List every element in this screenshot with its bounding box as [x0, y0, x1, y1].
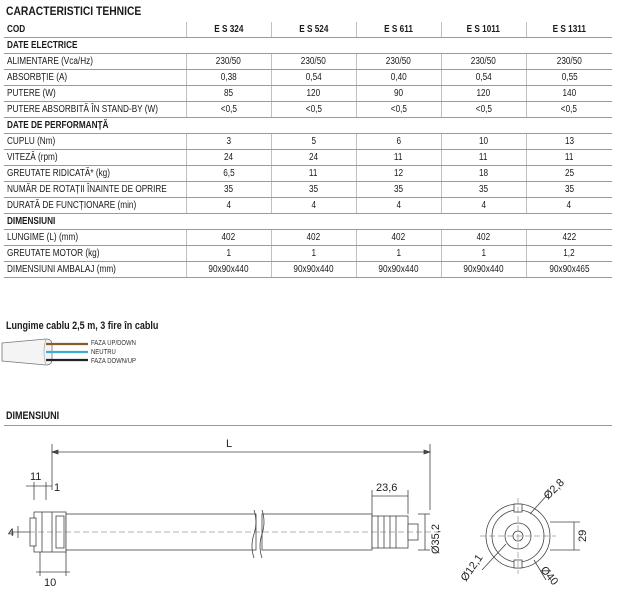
dimensions-divider: [4, 425, 612, 426]
dimensions-title: DIMENSIUNI: [6, 410, 60, 422]
row-value: <0,5: [561, 104, 578, 115]
row-value: 35: [308, 184, 319, 195]
row-label-cell: [4, 262, 186, 278]
section-title-label: DIMENSIUNI: [7, 216, 56, 227]
table-row: [4, 198, 612, 214]
row-value: 4: [481, 200, 486, 211]
row-value: 1: [396, 248, 401, 259]
dim-length-label: L: [226, 438, 233, 450]
row-value: 11: [394, 152, 403, 163]
page-title: CARACTERISTICI TEHNICE: [6, 4, 142, 18]
row-value-cell: [526, 198, 612, 214]
section-header-row: [4, 38, 612, 54]
row-label-cell: [4, 150, 186, 166]
row-value: 35: [564, 184, 574, 195]
section-title-label: DATE ELECTRICE: [7, 40, 78, 51]
header-cod: [4, 22, 186, 38]
row-value: 402: [391, 232, 406, 243]
row-value: 230/50: [556, 56, 582, 67]
row-value: 230/50: [215, 56, 242, 67]
row-label-cell: [4, 246, 186, 262]
row-value-cell: [526, 262, 612, 278]
row-value-cell: [186, 182, 271, 198]
row-value-cell: [186, 262, 271, 278]
row-value-cell: [526, 150, 612, 166]
row-value-cell: [186, 102, 271, 118]
row-value-cell: [526, 246, 612, 262]
row-value: 11: [479, 152, 488, 163]
row-value: 4: [226, 200, 231, 211]
row-value-cell: [186, 166, 271, 182]
row-label: DURATĂ DE FUNCȚIONARE (min): [7, 200, 137, 211]
header-code-label: E S 611: [384, 24, 413, 35]
row-value: 5: [311, 136, 316, 147]
row-value: 0,40: [390, 72, 407, 83]
row-value-cell: [271, 166, 356, 182]
row-value: 90x90x440: [293, 264, 334, 275]
row-value-cell: [441, 134, 526, 150]
row-value-cell: [356, 86, 441, 102]
row-value-cell: [356, 54, 441, 70]
row-value-cell: [526, 86, 612, 102]
row-value: 10: [478, 136, 489, 147]
row-value: 402: [306, 232, 321, 243]
dim-left-small-label: 1: [54, 482, 61, 494]
row-value-cell: [441, 198, 526, 214]
row-value-cell: [441, 70, 526, 86]
table-header-row: [4, 22, 612, 38]
dim-end-height-label: 29: [577, 529, 589, 542]
row-value: 13: [564, 136, 574, 147]
row-value: 1: [481, 248, 486, 259]
section-title: [4, 38, 612, 54]
row-value: 90x90x465: [549, 264, 590, 275]
row-value-cell: [271, 102, 356, 118]
row-value-cell: [356, 70, 441, 86]
row-value: 6,5: [222, 168, 235, 179]
row-value: 35: [478, 184, 489, 195]
row-value-cell: [186, 246, 271, 262]
row-value-cell: [441, 262, 526, 278]
header-code-3: [441, 22, 526, 38]
row-value: 0,54: [305, 72, 322, 83]
header-code-label: E S 324: [213, 24, 244, 35]
row-value: 230/50: [385, 56, 412, 67]
row-value: 4: [396, 200, 401, 211]
row-value: 230/50: [300, 56, 327, 67]
row-value-cell: [526, 54, 612, 70]
row-label: CUPLU (Nm): [7, 136, 56, 147]
table-row: [4, 182, 612, 198]
header-code-2: [356, 22, 441, 38]
table-row: [4, 86, 612, 102]
row-value-cell: [186, 150, 271, 166]
row-value: 85: [223, 88, 234, 99]
row-value-cell: [356, 166, 441, 182]
table-row: [4, 246, 612, 262]
section-header-row: [4, 214, 612, 230]
row-label-cell: [4, 102, 186, 118]
header-code-label: E S 1311: [552, 24, 586, 35]
table-row: [4, 150, 612, 166]
wire-label-down-up: FAZA DOWN/UP: [91, 358, 136, 365]
row-value: 422: [562, 232, 577, 243]
motor-drawing: [0, 430, 618, 605]
row-value-cell: [271, 198, 356, 214]
row-value: 18: [478, 168, 489, 179]
dim-left-top-label: 11: [30, 471, 42, 483]
row-value-cell: [271, 246, 356, 262]
row-label-cell: [4, 86, 186, 102]
row-value: 35: [393, 184, 404, 195]
dim-left-bottom-label: 10: [44, 577, 57, 589]
row-value: <0,5: [390, 104, 407, 115]
row-value: 120: [476, 88, 491, 99]
row-value-cell: [271, 134, 356, 150]
row-value: 6: [396, 136, 401, 147]
row-value-cell: [356, 230, 441, 246]
row-label: DIMENSIUNI AMBALAJ (mm): [7, 264, 116, 275]
row-value-cell: [526, 70, 612, 86]
row-value-cell: [186, 86, 271, 102]
row-value: 4: [566, 200, 572, 211]
row-label: PUTERE (W): [7, 88, 56, 99]
row-value-cell: [526, 230, 612, 246]
row-value-cell: [526, 134, 612, 150]
table-row: [4, 102, 612, 118]
dim-end-diameter-label: Ø40: [537, 564, 561, 588]
row-value-cell: [356, 134, 441, 150]
row-value-cell: [526, 166, 612, 182]
row-value: 90x90x440: [208, 264, 249, 275]
row-value-cell: [186, 134, 271, 150]
row-value: 120: [306, 88, 321, 99]
row-label: GREUTATE RIDICATĂ* (kg): [7, 168, 110, 179]
row-value-cell: [271, 182, 356, 198]
row-value: 25: [564, 168, 574, 179]
row-value: 1: [226, 248, 231, 259]
row-value: 90x90x440: [463, 264, 504, 275]
row-value: 12: [393, 168, 404, 179]
header-code-0: [186, 22, 271, 38]
dim-end-shaft-label: Ø12,1: [458, 552, 486, 584]
row-value-cell: [186, 230, 271, 246]
row-label: GREUTATE MOTOR (kg): [7, 248, 100, 259]
table-row: [4, 70, 612, 86]
table-row: [4, 166, 612, 182]
row-value-cell: [186, 54, 271, 70]
row-value: 4: [311, 200, 316, 211]
row-value-cell: [271, 230, 356, 246]
row-value-cell: [441, 86, 526, 102]
row-value: 402: [476, 232, 491, 243]
row-value: 3: [226, 136, 231, 147]
row-label-cell: [4, 182, 186, 198]
row-value-cell: [441, 150, 526, 166]
table-row: [4, 262, 612, 278]
row-value: 1: [311, 248, 316, 259]
row-value: 0,55: [561, 72, 578, 83]
section-title-label: DATE DE PERFORMANȚĂ: [7, 120, 109, 131]
header-code-4: [526, 22, 612, 38]
row-value: 90: [393, 88, 404, 99]
row-value-cell: [186, 198, 271, 214]
row-value-cell: [441, 246, 526, 262]
row-value: 11: [309, 168, 318, 179]
cable-illustration: [0, 333, 100, 373]
row-value: 24: [308, 152, 319, 163]
specs-table: [4, 22, 612, 278]
row-label: VITEZĂ (rpm): [7, 152, 58, 163]
row-value-cell: [526, 102, 612, 118]
row-label: PUTERE ABSORBITĂ ÎN STAND-BY (W): [7, 104, 158, 115]
header-code-label: E S 1011: [466, 24, 501, 35]
row-value: 402: [221, 232, 236, 243]
row-value-cell: [271, 150, 356, 166]
row-value-cell: [441, 102, 526, 118]
row-value: 1,2: [563, 248, 575, 259]
row-value-cell: [356, 182, 441, 198]
row-value: <0,5: [305, 104, 322, 115]
row-value-cell: [271, 262, 356, 278]
row-label: ALIMENTARE (Vca/Hz): [7, 56, 93, 67]
row-value: <0,5: [220, 104, 237, 115]
row-value-cell: [356, 262, 441, 278]
row-label: LUNGIME (L) (mm): [7, 232, 79, 243]
row-value: 0,38: [220, 72, 237, 83]
dim-head-label: 23,6: [376, 482, 398, 494]
row-value-cell: [271, 54, 356, 70]
header-code-1: [271, 22, 356, 38]
row-value: 11: [564, 152, 574, 163]
row-value-cell: [271, 70, 356, 86]
row-value: 24: [223, 152, 234, 163]
row-label-cell: [4, 166, 186, 182]
wire-label-neutru: NEUTRU: [91, 349, 116, 356]
row-value: 140: [562, 88, 577, 99]
row-value-cell: [526, 182, 612, 198]
wire-label-up-down: FAZA UP/DOWN: [91, 340, 136, 347]
row-value: 90x90x440: [378, 264, 419, 275]
row-label-cell: [4, 198, 186, 214]
row-label-cell: [4, 54, 186, 70]
row-value-cell: [356, 102, 441, 118]
table-row: [4, 134, 612, 150]
cable-title: Lungime cablu 2,5 m, 3 fire în cablu: [6, 320, 159, 332]
row-label-cell: [4, 70, 186, 86]
row-value-cell: [441, 54, 526, 70]
row-value: 230/50: [470, 56, 497, 67]
dim-left-side-label: 4: [8, 527, 15, 539]
dim-end-hole-label: Ø2,8: [541, 476, 567, 503]
row-value: <0,5: [475, 104, 492, 115]
cable-sheath: [2, 339, 52, 365]
row-value: 0,54: [475, 72, 492, 83]
row-value-cell: [186, 70, 271, 86]
row-value-cell: [356, 150, 441, 166]
row-value-cell: [441, 230, 526, 246]
row-label-cell: [4, 230, 186, 246]
row-value: 35: [223, 184, 234, 195]
row-value-cell: [441, 182, 526, 198]
row-value-cell: [271, 86, 356, 102]
row-value-cell: [356, 198, 441, 214]
header-cod-label: COD: [7, 24, 26, 35]
section-title: [4, 118, 612, 134]
row-label-cell: [4, 134, 186, 150]
dim-tube-diameter-label: Ø35,2: [430, 524, 442, 554]
header-code-label: E S 524: [298, 24, 329, 35]
table-row: [4, 54, 612, 70]
section-header-row: [4, 118, 612, 134]
row-value-cell: [441, 166, 526, 182]
row-label: NUMĂR DE ROTAȚII ÎNAINTE DE OPRIRE: [7, 184, 167, 195]
section-title: [4, 214, 612, 230]
row-label: ABSORBȚIE (A): [7, 72, 68, 83]
row-value-cell: [356, 246, 441, 262]
table-row: [4, 230, 612, 246]
